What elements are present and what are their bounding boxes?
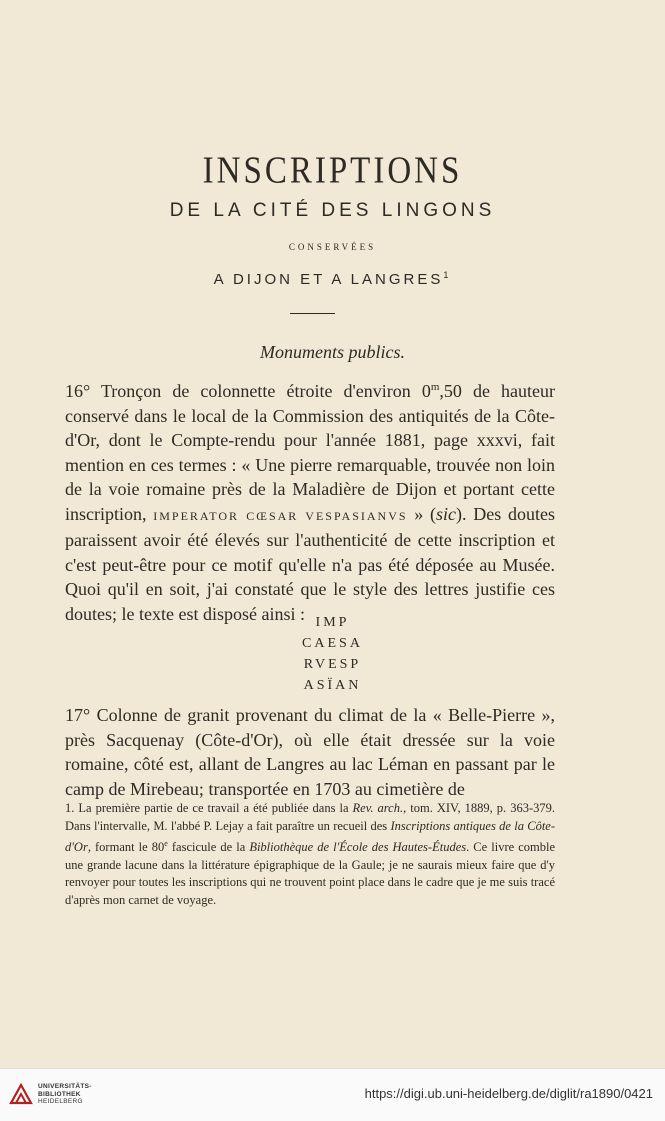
- library-name-line: BIBLIOTHEK: [38, 1090, 81, 1098]
- fn-e: . Ce livre comble une grande lacune dans la littérature épigraphique de la Gaule; je ne saurais mieux faire que d'y renvoyer pour toutes les inscriptions qui ne trouvent point place dans le cadre que je me suis tracé d'après mon carnet de voyage.: [65, 840, 556, 907]
- paragraph-16: [65, 375, 555, 626]
- inscription-block: [0, 612, 665, 696]
- p1-text-d: ). Des doutes paraissent avoir été élevés sur l'authenticité de cette inscription et c'est peut-être pour ce motif qu'elle n'a pas été déposée au Musée. Quoi qu'il en soit, j'ai constaté que le style des lettres justifie ces doutes; le texte est disposé ainsi :: [65, 503, 556, 624]
- library-name-line: UNIVERSITÄTS-: [38, 1083, 92, 1090]
- fn-b: , tom. XIV, 1889, p. 363-379. Dans l'intervalle, M. l'abbé P. Lejay a fait paraître un recueil des: [65, 801, 555, 833]
- fn-a: 1. La première partie de ce travail a été publiée dans la: [65, 801, 353, 815]
- fn-c: , formant le 80: [87, 840, 165, 855]
- inscription-line: ASÏAN: [303, 678, 362, 693]
- footnote-marker: 1: [443, 270, 452, 280]
- p1-sup: m: [430, 381, 440, 393]
- location-text: A DIJON ET A LANGRES: [213, 271, 444, 288]
- fn-sup: e: [164, 839, 168, 848]
- p1-text-a: 16° Tronçon de colonnette étroite d'environ 0: [65, 381, 431, 401]
- section-heading: Monuments publics.: [260, 342, 405, 362]
- library-name-line: HEIDELBERG: [38, 1098, 83, 1105]
- footnote: [65, 800, 555, 909]
- fn-d-italic: Bibliothèque de l'École des Hautes-Études: [249, 840, 467, 855]
- page-title: INSCRIPTIONS: [202, 150, 463, 192]
- inscription-line: CAESA: [302, 636, 363, 651]
- library-footer: [0, 1068, 665, 1121]
- location-line: [0, 270, 665, 288]
- permalink-url[interactable]: https://digi.ub.uni-heidelberg.de/diglit/ra1890/0421: [364, 1086, 653, 1101]
- preserved-label: CONSERVÉES: [288, 242, 377, 252]
- fn-b-italic: Inscriptions antiques de la Côte-d'Or: [65, 818, 556, 855]
- page-subtitle: DE LA CITÉ DES LINGONS: [169, 200, 496, 221]
- p1-caps: IMPERATOR CŒSAR VESPASIANVS: [153, 508, 408, 523]
- p1-text-c: » (: [407, 503, 437, 524]
- p1-sic: sic: [436, 503, 457, 524]
- inscription-line: RVESP: [303, 657, 362, 672]
- fn-a-italic: Rev. arch.: [352, 801, 404, 815]
- library-name[interactable]: [38, 1083, 92, 1106]
- fn-d: fascicule de la: [167, 840, 250, 855]
- university-library-logo-icon[interactable]: [8, 1081, 34, 1107]
- paragraph-17: 17° Colonne de granit provenant du climat de la « Belle-Pierre », près Sacquenay (Côte-d'Or), où elle était dressée sur la voie romaine, côté est, allant de Langres au lac Léman en passant par le camp de Mirebeau; transportée en 1703 au cimetière de: [65, 705, 555, 799]
- title-divider: [290, 313, 335, 314]
- inscription-line: IMP: [315, 615, 350, 630]
- p1-text-b: ,50 de hauteur conservé dans le local de la Commission des antiquités de la Côte-d'Or, dont le Compte-rendu pour l'année 1881, page xxxvi, fait mention en ces termes : « Une pierre remarquable, trouvée non loin de la voie romaine près de la Maladière de Dijon et portant cette inscription,: [65, 381, 555, 524]
